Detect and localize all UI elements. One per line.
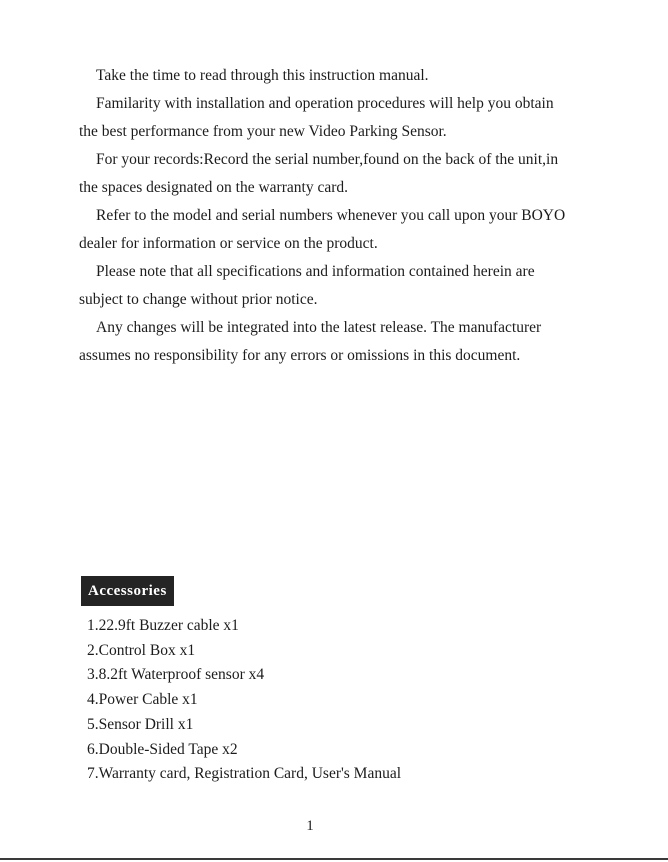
list-item: 4.Power Cable x1	[87, 691, 198, 709]
list-item: 1.22.9ft Buzzer cable x1	[87, 617, 239, 634]
intro-paragraph-4: Refer to the model and serial numbers whenever you call upon your BOYO dealer for information or service on the product.	[79, 207, 566, 252]
accessories-heading: Accessories	[81, 576, 174, 606]
list-item: 2.Control Box x1	[87, 641, 196, 659]
bottom-divider	[0, 858, 668, 860]
intro-paragraph-2: Familarity with installation and operation procedures will help you obtain the best performance from your new Video Parking Sensor.	[79, 95, 554, 140]
intro-section	[79, 62, 569, 370]
intro-paragraph-5: Please note that all specifications and information contained herein are subject to change without prior notice.	[79, 263, 535, 308]
accessories-list	[87, 614, 401, 787]
list-item: 6.Double-Sided Tape x2	[87, 740, 238, 758]
list-item: 3.8.2ft Waterproof sensor x4	[87, 666, 265, 684]
intro-paragraph-3: For your records:Record the serial number,found on the back of the unit,in the spaces designated on the warranty card.	[79, 151, 559, 196]
list-item: 5.Sensor Drill x1	[87, 715, 194, 733]
page-number: 1	[306, 818, 314, 834]
list-item: 7.Warranty card, Registration Card, User's Manual	[87, 765, 402, 783]
intro-paragraph-1: Take the time to read through this instruction manual.	[96, 67, 429, 84]
intro-paragraph-6: Any changes will be integrated into the latest release. The manufacturer assumes no responsibility for any errors or omissions in this document.	[79, 319, 542, 364]
